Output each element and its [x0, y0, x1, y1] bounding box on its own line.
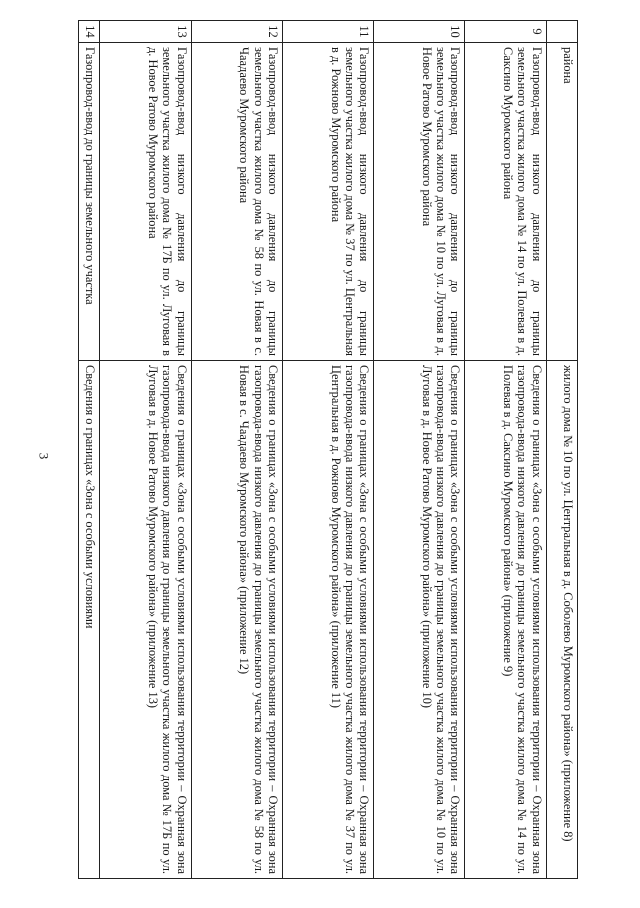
- info-cell: Сведения о границах «Зона с особыми условиями использования территории – Охранная зона газопровода-ввода низкого давления до границы земельного участка жилого дома № 37 по ул. Центральная в д. Рожново Муромского района» (приложение 11): [282, 361, 373, 879]
- table-row: [100, 21, 191, 879]
- info-cell: Сведения о границах «Зона с особыми условиями использования территории – Охранная зона газопровода-ввода низкого давления до границы земельного участка жилого дома № 10 по ул. Луговая в д. Новое Ратово Муромского района» (приложение 10): [374, 361, 465, 879]
- row-number-cell: 9: [465, 21, 546, 43]
- table-row-continuation: [546, 21, 577, 879]
- object-cell: Газопровод-ввод низкого давления до границы земельного участка жилого дома № 58 по ул. Новая в с. Чаадаево Муромского района: [191, 43, 282, 361]
- object-cell: Газопровод-ввод низкого давления до границы земельного участка жилого дома № 14 по ул. Полевая в д. Саксино Муромского района: [465, 43, 546, 361]
- info-cell: Сведения о границах «Зона с особыми условиями: [79, 361, 100, 879]
- info-cell: Сведения о границах «Зона с особыми условиями использования территории – Охранная зона газопровода-ввода низкого давления до границы земельного участка жилого дома № 17Б по ул. Луговая в д. Новое Ратово Муромского района» (приложение 13): [100, 361, 191, 879]
- row-number-cell: 12: [191, 21, 282, 43]
- object-cell: Газопровод-ввод низкого давления до границы земельного участка жилого дома № 17Б по ул. Луговая в д. Новое Ратово Муромского района: [100, 43, 191, 361]
- page-number: 3: [36, 452, 52, 460]
- row-number-cell: [546, 21, 577, 43]
- row-number-cell: 10: [374, 21, 465, 43]
- object-cell: Газопровод-ввод низкого давления до границы земельного участка жилого дома № 10 по ул. Луговая в д. Новое Ратово Муромского района: [374, 43, 465, 361]
- info-cell: Сведения о границах «Зона с особыми условиями использования территории – Охранная зона газопровода-ввода низкого давления до границы земельного участка жилого дома № 58 по ул. Новая в с. Чаадаево Муромского района» (приложение 12): [191, 361, 282, 879]
- rotated-table-wrapper: [78, 20, 578, 878]
- object-cell: Газопровод-ввод низкого давления до границы земельного участка жилого дома № 37 по ул. Центральная в д. Рожново Муромского района: [282, 43, 373, 361]
- object-cell: района: [546, 43, 577, 361]
- table-row: [79, 21, 100, 879]
- row-number-cell: 11: [282, 21, 373, 43]
- row-number-cell: 14: [79, 21, 100, 43]
- table-row: [374, 21, 465, 879]
- table-row: [282, 21, 373, 879]
- table-row: [465, 21, 546, 879]
- object-cell: Газопровод-ввод до границы земельного участка: [79, 43, 100, 361]
- info-cell: жилого дома № 10 по ул. Центральная в д. Соболево Муромского района» (приложение 8): [546, 361, 577, 879]
- table-row: [191, 21, 282, 879]
- zones-table: [78, 20, 578, 879]
- info-cell: Сведения о границах «Зона с особыми условиями использования территории – Охранная зона газопровода-ввода низкого давления до границы земельного участка жилого дома № 14 по ул. Полевая в д. Саксино Муромского района» (приложение 9): [465, 361, 546, 879]
- row-number-cell: 13: [100, 21, 191, 43]
